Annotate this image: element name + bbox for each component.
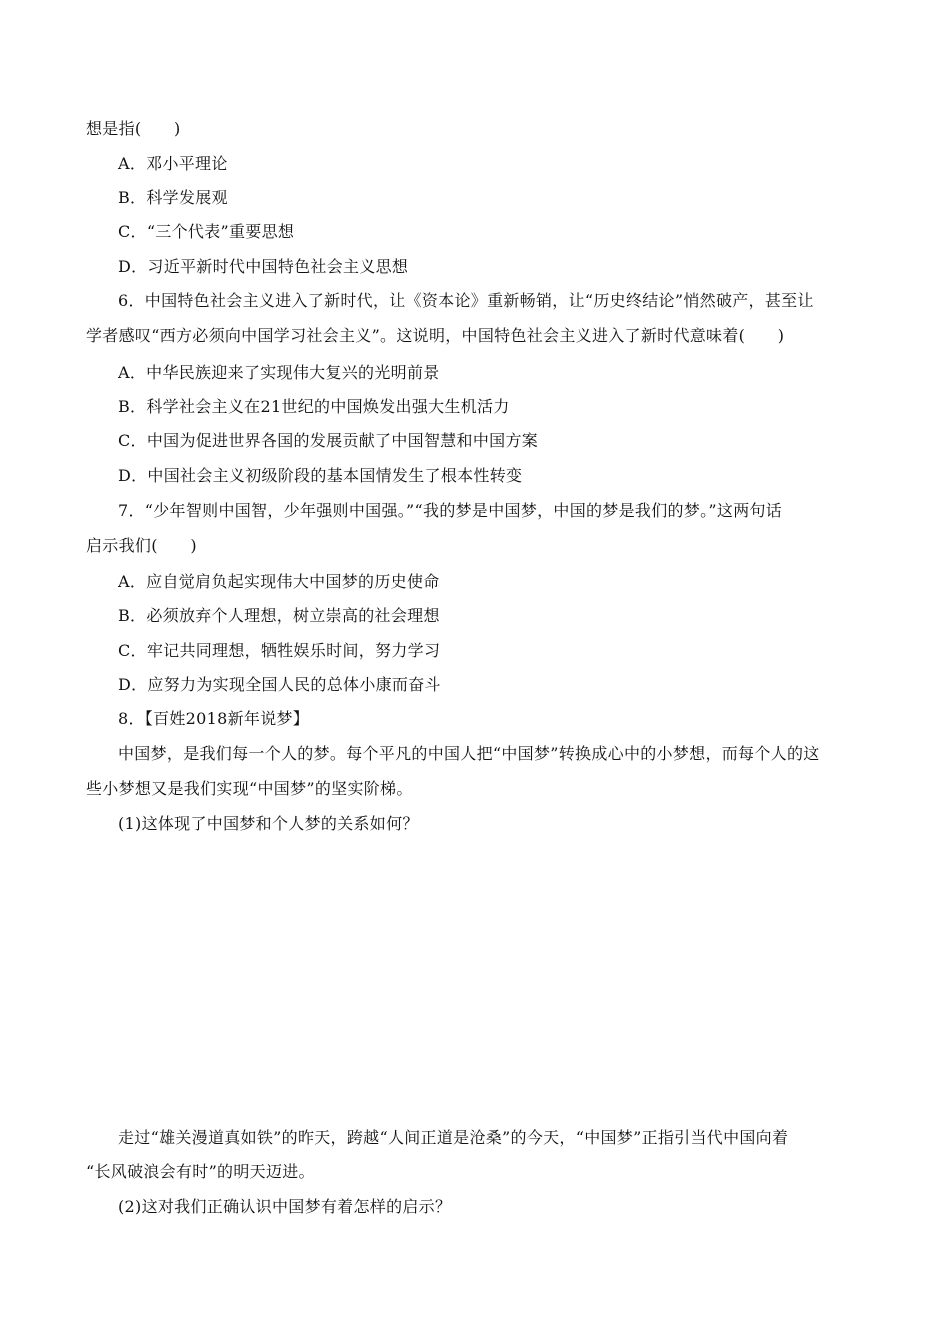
q6-option-d: D．中国社会主义初级阶段的基本国情发生了根本性转变 [118,466,523,485]
q7-option-b: B．必须放弃个人理想，树立崇高的社会理想 [118,606,440,625]
q7-option-a: A．应自觉肩负起实现伟大中国梦的历史使命 [118,572,440,591]
q5-stem-tail: 想是指( ) [86,119,181,138]
q7-stem-line1: 7．“少年智则中国智，少年强则中国强。”“我的梦是中国梦，中国的梦是我们的梦。”这两句话 [118,501,783,520]
q5-option-b: B．科学发展观 [118,188,228,207]
q8-para2-line1: 走过“雄关漫道真如铁”的昨天，跨越“人间正道是沧桑”的今天，“中国梦”正指引当代中国向着 [118,1128,789,1147]
q6-option-a: A．中华民族迎来了实现伟大复兴的光明前景 [118,363,440,382]
q5-option-a: A．邓小平理论 [118,154,228,173]
q8-subquestion-2: (2)这对我们正确认识中国梦有着怎样的启示？ [118,1197,452,1216]
q6-option-b: B．科学社会主义在21世纪的中国焕发出强大生机活力 [118,397,510,416]
q7-stem-line2: 启示我们( ) [86,536,197,555]
q8-para2-line2: “长风破浪会有时”的明天迈进。 [86,1162,315,1181]
q5-option-c: C．“三个代表”重要思想 [118,222,295,241]
q8-para1-line2: 些小梦想又是我们实现“中国梦”的坚实阶梯。 [86,779,413,798]
q6-stem-line1: 6．中国特色社会主义进入了新时代，让《资本论》重新畅销，让“历史终结论”悄然破产，甚至让 [118,291,814,310]
q6-stem-line2: 学者感叹“西方必须向中国学习社会主义”。这说明，中国特色社会主义进入了新时代意味着( ) [86,326,785,345]
q8-para1-line1: 中国梦，是我们每一个人的梦。每个平凡的中国人把“中国梦”转换成心中的小梦想，而每个人的这 [118,744,820,763]
q8-title: 8．【百姓2018新年说梦】 [118,709,310,728]
q7-option-d: D．应努力为实现全国人民的总体小康而奋斗 [118,675,441,694]
q7-option-c: C．牢记共同理想，牺牲娱乐时间，努力学习 [118,641,441,660]
q6-option-c: C．中国为促进世界各国的发展贡献了中国智慧和中国方案 [118,431,539,450]
q8-subquestion-1: (1)这体现了中国梦和个人梦的关系如何？ [118,814,419,833]
q5-option-d: D．习近平新时代中国特色社会主义思想 [118,257,409,276]
